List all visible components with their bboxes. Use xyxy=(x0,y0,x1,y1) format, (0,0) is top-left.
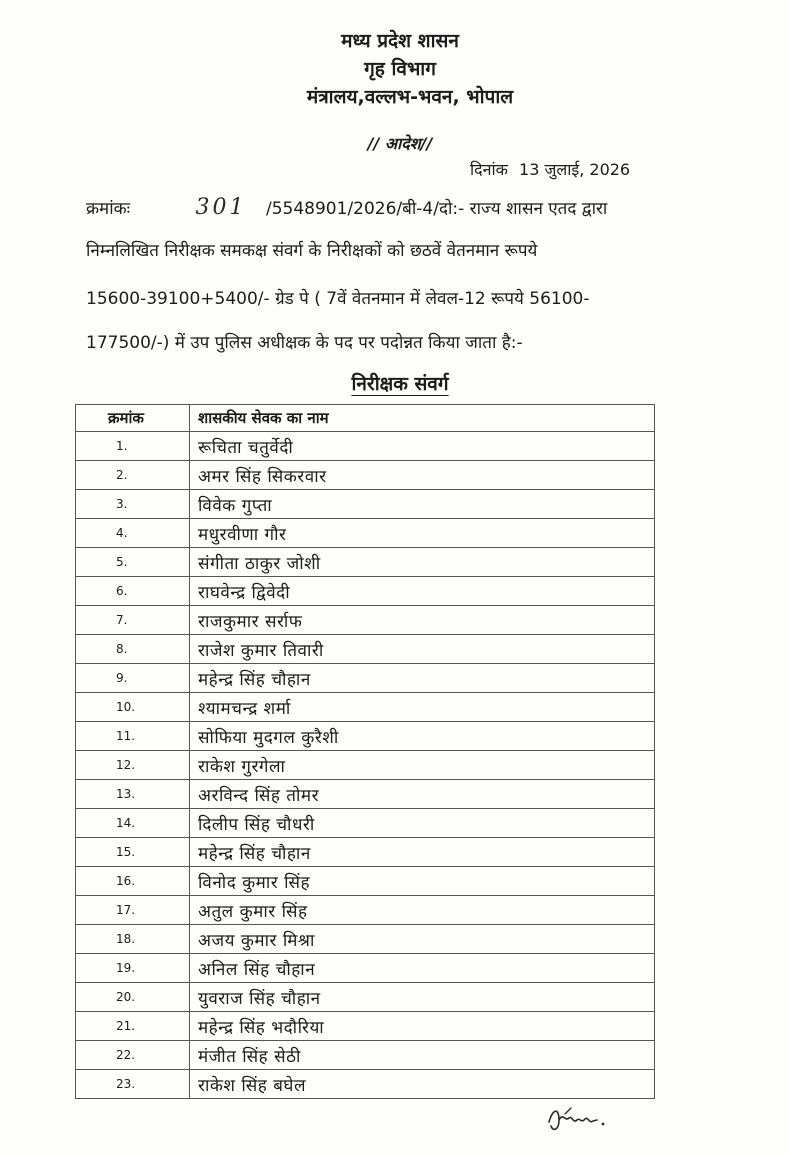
table-row xyxy=(76,722,655,751)
table-row xyxy=(76,867,655,896)
table-row xyxy=(76,577,655,606)
officer-name: सोफिया मुदगल कुरैशी xyxy=(190,722,655,751)
signature xyxy=(545,1100,615,1140)
officer-name: महेन्द्र सिंह भदौरिया xyxy=(190,1012,655,1041)
header-officer-name: शासकीय सेवक का नाम xyxy=(190,405,655,432)
serial-number: 4. xyxy=(76,519,190,548)
table-header-row xyxy=(76,405,655,432)
officer-name: राजेश कुमार तिवारी xyxy=(190,635,655,664)
serial-number: 14. xyxy=(76,809,190,838)
table-row xyxy=(76,606,655,635)
serial-number: 20. xyxy=(76,983,190,1012)
table-row xyxy=(76,809,655,838)
order-text-rest: /5548901/2026/बी-4/दो:- राज्य शासन एतद द्वारा xyxy=(266,199,608,219)
cadre-title: निरीक्षक संवर्ग xyxy=(351,373,449,395)
serial-number: 22. xyxy=(76,1041,190,1070)
header-serial: क्रमांक xyxy=(76,405,190,432)
officer-table xyxy=(75,404,655,1099)
officer-name: विवेक गुप्ता xyxy=(190,490,655,519)
date-label: दिनांक xyxy=(470,160,508,179)
table-row xyxy=(76,432,655,461)
table-row xyxy=(76,896,655,925)
letterhead-address: मंत्रालय,वल्लभ-भवन, भोपाल xyxy=(306,86,514,108)
officer-name: अनिल सिंह चौहान xyxy=(190,954,655,983)
order-text-line-3: 15600-39100+5400/- ग्रेड पे ( 7वें वेतनमान में लेवल-12 रूपये 56100- xyxy=(86,289,590,309)
serial-number: 19. xyxy=(76,954,190,983)
order-date xyxy=(470,158,730,180)
serial-number: 21. xyxy=(76,1012,190,1041)
order-title: // आदेश// xyxy=(367,134,433,153)
table-row xyxy=(76,1012,655,1041)
serial-number: 5. xyxy=(76,548,190,577)
serial-number: 10. xyxy=(76,693,190,722)
officer-name: मधुरवीणा गौर xyxy=(190,519,655,548)
letterhead-department: गृह विभाग xyxy=(364,58,436,80)
officer-name: अमर सिंह सिकरवार xyxy=(190,461,655,490)
officer-name: राकेश गुरगेला xyxy=(190,751,655,780)
table-row xyxy=(76,1070,655,1099)
officer-name: दिलीप सिंह चौधरी xyxy=(190,809,655,838)
officer-name: राकेश सिंह बघेल xyxy=(190,1070,655,1099)
officer-name: श्यामचन्द्र शर्मा xyxy=(190,693,655,722)
serial-number: 3. xyxy=(76,490,190,519)
table-row xyxy=(76,925,655,954)
serial-number: 11. xyxy=(76,722,190,751)
serial-number: 2. xyxy=(76,461,190,490)
officer-name: अरविन्द सिंह तोमर xyxy=(190,780,655,809)
kramank-label: क्रमांकः xyxy=(86,199,131,219)
table-row xyxy=(76,954,655,983)
table-row xyxy=(76,983,655,1012)
serial-number: 7. xyxy=(76,606,190,635)
table-row xyxy=(76,838,655,867)
table-row xyxy=(76,635,655,664)
serial-number: 12. xyxy=(76,751,190,780)
letterhead-government: मध्य प्रदेश शासन xyxy=(341,30,459,52)
officer-name: महेन्द्र सिंह चौहान xyxy=(190,838,655,867)
handwritten-order-number: 301 xyxy=(195,195,247,220)
order-text-line-1 xyxy=(86,196,711,221)
serial-number: 18. xyxy=(76,925,190,954)
serial-number: 6. xyxy=(76,577,190,606)
table-row xyxy=(76,548,655,577)
date-value: 13 जुलाई, 2026 xyxy=(519,160,631,179)
officer-name: अजय कुमार मिश्रा xyxy=(190,925,655,954)
table-row xyxy=(76,519,655,548)
table-row xyxy=(76,1041,655,1070)
officer-name: मंजीत सिंह सेठी xyxy=(190,1041,655,1070)
order-text-line-2: निम्नलिखित निरीक्षक समकक्ष संवर्ग के निरीक्षकों को छठवें वेतनमान रूपये xyxy=(86,241,538,261)
serial-number: 13. xyxy=(76,780,190,809)
officer-name: रूचिता चतुर्वेदी xyxy=(190,432,655,461)
serial-number: 1. xyxy=(76,432,190,461)
officer-name: राघवेन्द्र द्विवेदी xyxy=(190,577,655,606)
table-body xyxy=(76,432,655,1099)
table-row xyxy=(76,751,655,780)
table-row xyxy=(76,664,655,693)
officer-name: विनोद कुमार सिंह xyxy=(190,867,655,896)
officer-name: राजकुमार सर्राफ xyxy=(190,606,655,635)
officer-name: संगीता ठाकुर जोशी xyxy=(190,548,655,577)
table-row xyxy=(76,780,655,809)
officer-name: महेन्द्र सिंह चौहान xyxy=(190,664,655,693)
serial-number: 17. xyxy=(76,896,190,925)
serial-number: 9. xyxy=(76,664,190,693)
table-row xyxy=(76,461,655,490)
order-text-line-4: 177500/-) में उप पुलिस अधीक्षक के पद पर पदोन्नत किया जाता है:- xyxy=(86,333,523,353)
table-row xyxy=(76,693,655,722)
table-row xyxy=(76,490,655,519)
serial-number: 15. xyxy=(76,838,190,867)
serial-number: 23. xyxy=(76,1070,190,1099)
serial-number: 8. xyxy=(76,635,190,664)
serial-number: 16. xyxy=(76,867,190,896)
officer-name: अतुल कुमार सिंह xyxy=(190,896,655,925)
officer-name: युवराज सिंह चौहान xyxy=(190,983,655,1012)
